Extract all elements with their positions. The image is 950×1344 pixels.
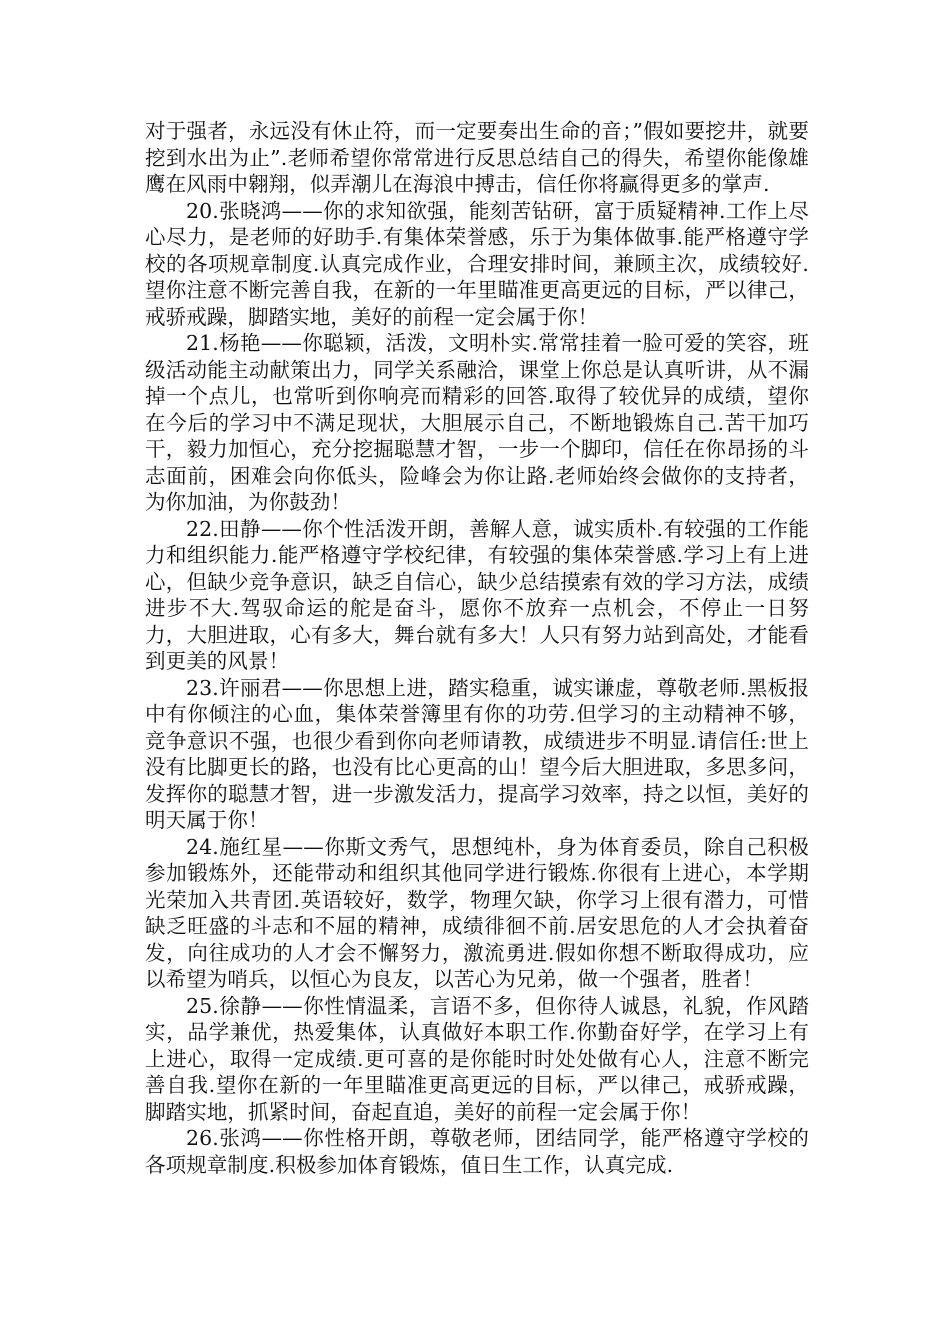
paragraph-25: 25.徐静——你性情温柔，言语不多，但你待人诚恳，礼貌，作风踏实，品学兼优，热爱集体，认真做好本职工作.你勤奋好学，在学习上有上进心，取得一定成绩.更可喜的是你能时时处处做有心人，注意不断完善自我.望你在新的一年里瞄准更高更远的目标，严以律己，戒骄戒躁，脚踏实地，抓紧时间，奋起直追，美好的前程一定会属于你！: [145, 993, 809, 1124]
document-body: [145, 118, 809, 1178]
paragraph-19-end: 对于强者，永远没有休止符，而一定要奏出生命的音；”假如要挖井，就要挖到水出为止”.老师希望你常常进行反思总结自己的得失，希望你能像雄鹰在风雨中翱翔，似弄潮儿在海浪中搏击，信任你将赢得更多的掌声.: [145, 119, 809, 196]
paragraph-22: 22.田静——你个性活泼开朗，善解人意，诚实质朴.有较强的工作能力和组织能力.能严格遵守学校纪律，有较强的集体荣誉感.学习上有上进心，但缺少竞争意识，缺乏自信心，缺少总结摸索有效的学习方法，成绩进步不大.驾驭命运的舵是奋斗，愿你不放弃一点机会，不停止一日努力，大胆进取，心有多大，舞台就有多大！人只有努力站到高处，才能看到更美的风景！: [145, 516, 809, 673]
paragraph-26: 26.张鸿——你性格开朗，尊敬老师，团结同学，能严格遵守学校的各项规章制度.积极参加体育锻炼，值日生工作，认真完成.: [145, 1126, 809, 1177]
paragraph-20: 20.张晓鸿——你的求知欲强，能刻苦钻研，富于质疑精神.工作上尽心尽力，是老师的好助手.有集体荣誉感，乐于为集体做事.能严格遵守学校的各项规章制度.认真完成作业，合理安排时间，兼顾主次，成绩较好.望你注意不断完善自我，在新的一年里瞄准更高更远的目标，严以律己，戒骄戒躁，脚踏实地，美好的前程一定会属于你！: [145, 198, 809, 329]
paragraph-24: 24.施红星——你斯文秀气，思想纯朴，身为体育委员，除自己积极参加锻炼外，还能带动和组织其他同学进行锻炼.你很有上进心，本学期光荣加入共青团.英语较好，数学，物理欠缺，你学习上很有潜力，可惜缺乏旺盛的斗志和不屈的精神，成绩徘徊不前.居安思危的人才会执着奋发，向往成功的人才会不懈努力，激流勇进.假如你想不断取得成功，应以希望为哨兵，以恒心为良友，以苦心为兄弟，做一个强者，胜者！: [145, 834, 809, 991]
paragraph-23: 23.许丽君——你思想上进，踏实稳重，诚实谦虚，尊敬老师.黑板报中有你倾注的心血，集体荣誉簿里有你的功劳.但学习的主动精神不够，竞争意识不强，也很少看到你向老师请教，成绩进步不明显.请信任:世上没有比脚更长的路，也没有比心更高的山！望今后大胆进取，多思多问，发挥你的聪慧才智，进一步激发活力，提高学习效率，持之以恒，美好的明天属于你！: [145, 675, 809, 832]
paragraph-21: 21.杨艳——你聪颖，活泼，文明朴实.常常挂着一脸可爱的笑容，班级活动能主动献策出力，同学关系融洽，课堂上你总是认真听讲，从不漏掉一个点儿，也常听到你响亮而精彩的回答.取得了较优异的成绩，望你在今后的学习中不满足现状，大胆展示自己，不断地锻炼自己.苦干加巧干，毅力加恒心，充分挖掘聪慧才智，一步一个脚印，信任在你昂扬的斗志面前，困难会向你低头，险峰会为你让路.老师始终会做你的支持者，为你加油，为你鼓劲！: [145, 331, 809, 514]
